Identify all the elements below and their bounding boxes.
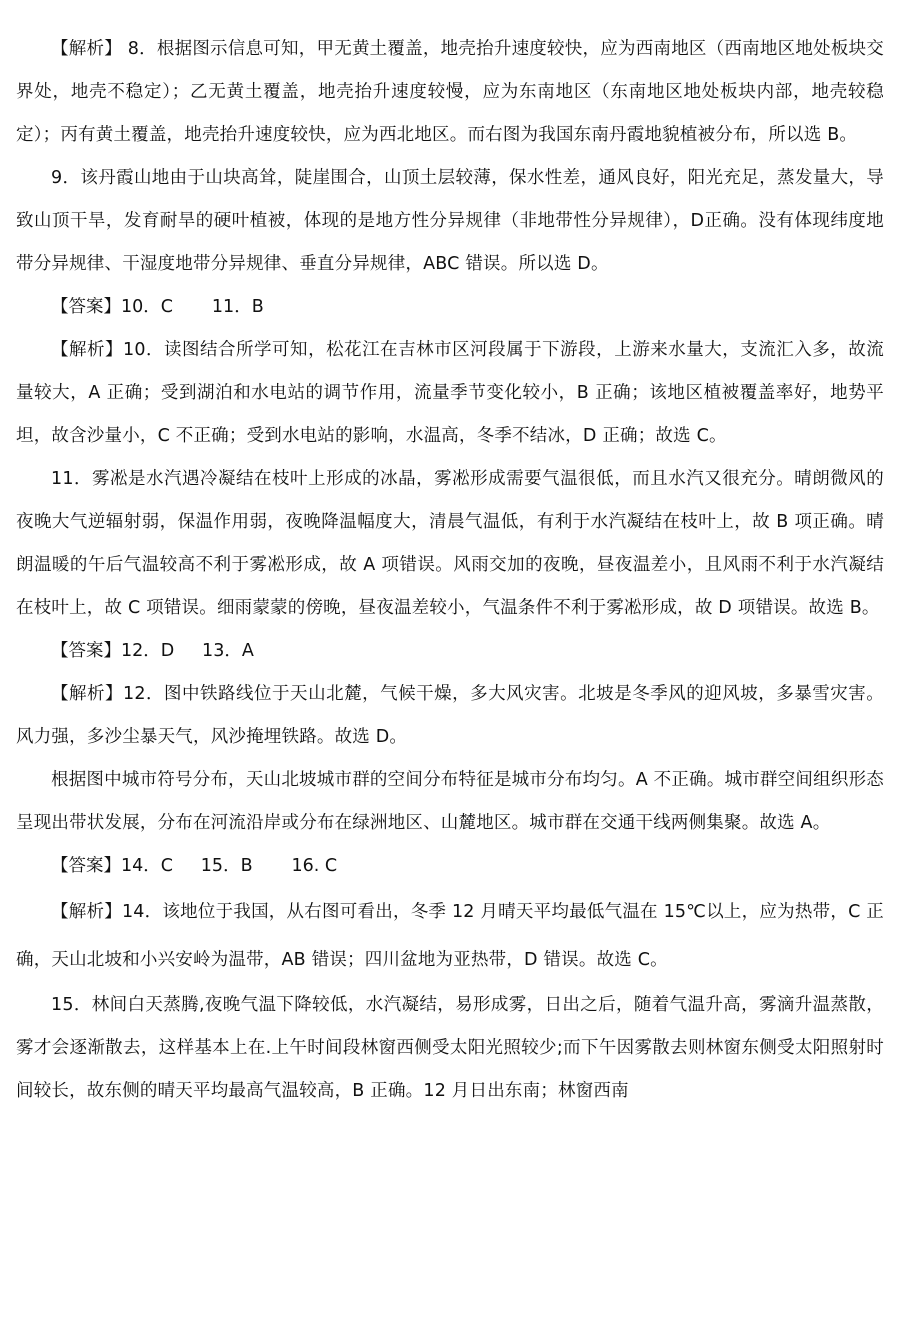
answer-q14-16: 【答案】14．C 15．B 16. C [51,856,338,876]
document-page [16,28,884,1113]
analysis-q15: 15．林间白天蒸腾,夜晚气温下降较低，水汽凝结，易形成雾，日出之后，随着气温升高，雾滴升温蒸散，雾才会逐渐散去，这样基本上在.上午时间段林窗西侧受太阳光照较少;而下午因雾散去则林窗东侧受太阳照射时间较长，故东侧的晴天平均最高气温较高，B 正确。12 月日出东南；林窗西南 [16,995,884,1101]
analysis-q8: 【解析】 8．根据图示信息可知，甲无黄土覆盖，地壳抬升速度较快，应为西南地区（西南地区地处板块交界处，地壳不稳定）；乙无黄土覆盖，地壳抬升速度较慢，应为东南地区（东南地区地处板块内部，地壳较稳定）；丙有黄土覆盖，地壳抬升速度较快，应为西北地区。而右图为我国东南丹霞地貌植被分布，所以选 B。 [16,39,884,145]
analysis-q12: 【解析】12．图中铁路线位于天山北麓，气候干燥，多大风灾害。北坡是冬季风的迎风坡，多暴雪灾害。风力强，多沙尘暴天气，风沙掩埋铁路。故选 D。 [16,684,884,747]
analysis-q10: 【解析】10．读图结合所学可知，松花江在吉林市区河段属于下游段，上游来水量大，支流汇入多，故流量较大，A 正确；受到湖泊和水电站的调节作用，流量季节变化较小，B 正确；该地区植被覆盖率好，地势平坦，故含沙量小，C 不正确；受到水电站的影响，水温高，冬季不结冰，D 正确；故选 C。 [16,340,884,446]
answer-q12-13: 【答案】12．D 13．A [51,641,254,661]
analysis-q14: 【解析】14．该地位于我国，从右图可看出，冬季 12 月晴天平均最低气温在 15℃以上，应为热带，C 正确，天山北坡和小兴安岭为温带，AB 错误；四川盆地为亚热带，D 错误。故选 C。 [16,902,884,970]
answer-q10-11: 【答案】10．C 11．B [51,297,264,317]
analysis-q13: 根据图中城市符号分布，天山北坡城市群的空间分布特征是城市分布均匀。A 不正确。城市群空间组织形态呈现出带状发展，分布在河流沿岸或分布在绿洲地区、山麓地区。城市群在交通干线两侧集聚。故选 A。 [16,770,884,833]
analysis-q9: 9．该丹霞山地由于山块高耸，陡崖围合，山顶土层较薄，保水性差，通风良好，阳光充足，蒸发量大，导致山顶干旱，发育耐旱的硬叶植被，体现的是地方性分异规律（非地带性分异规律），D正确。没有体现纬度地带分异规律、干湿度地带分异规律、垂直分异规律，ABC 错误。所以选 D。 [16,168,884,274]
analysis-q11: 11．雾凇是水汽遇冷凝结在枝叶上形成的冰晶，雾凇形成需要气温很低，而且水汽又很充分。晴朗微风的夜晚大气逆辐射弱，保温作用弱，夜晚降温幅度大，清晨气温低，有利于水汽凝结在枝叶上，故 B 项正确。晴朗温暖的午后气温较高不利于雾凇形成，故 A 项错误。风雨交加的夜晚，昼夜温差小，且风雨不利于水汽凝结在枝叶上，故 C 项错误。细雨蒙蒙的傍晚，昼夜温差较小，气温条件不利于雾凇形成，故 D 项错误。故选 B。 [16,469,884,618]
